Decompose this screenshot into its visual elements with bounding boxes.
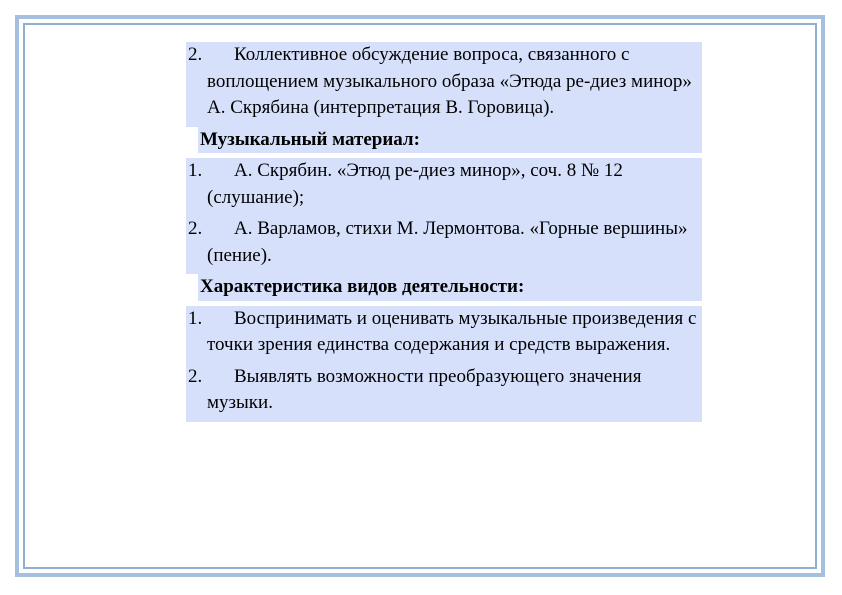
activities-heading-text: Характеристика видов деятельности: bbox=[200, 276, 525, 297]
list-item-text: Коллективное обсуждение вопроса, связанного с воплощением музыкального образа «Этюда ре-диез минор» А. Скрябина (интерпретация В. Горовица). bbox=[207, 44, 692, 118]
activities-heading bbox=[186, 274, 702, 301]
list-item-text: Выявлять возможности преобразующего значения музыки. bbox=[207, 365, 642, 413]
list-item bbox=[186, 306, 702, 364]
music-material-heading bbox=[186, 127, 702, 154]
list-item-number: 1. bbox=[188, 160, 203, 181]
list-item-number: 1. bbox=[188, 307, 203, 329]
list-item-number: 2. bbox=[188, 44, 203, 65]
list-item-number: 2. bbox=[188, 218, 203, 239]
list-item-number: 2. bbox=[188, 365, 203, 387]
slide-content bbox=[186, 42, 702, 422]
list-item-text: А. Скрябин. «Этюд ре-диез минор», соч. 8 № 12 (слушание); bbox=[207, 160, 623, 208]
list-item bbox=[186, 42, 702, 127]
list-item bbox=[186, 158, 702, 216]
list-item-text: А. Варламов, стихи М. Лермонтова. «Горные вершины» (пение). bbox=[207, 218, 688, 266]
music-material-heading-text: Музыкальный материал: bbox=[200, 128, 420, 150]
list-item-text: Воспринимать и оценивать музыкальные произведения с точки зрения единства содержания и средств выражения. bbox=[207, 307, 697, 355]
list-item bbox=[186, 216, 702, 274]
list-item bbox=[186, 364, 702, 422]
